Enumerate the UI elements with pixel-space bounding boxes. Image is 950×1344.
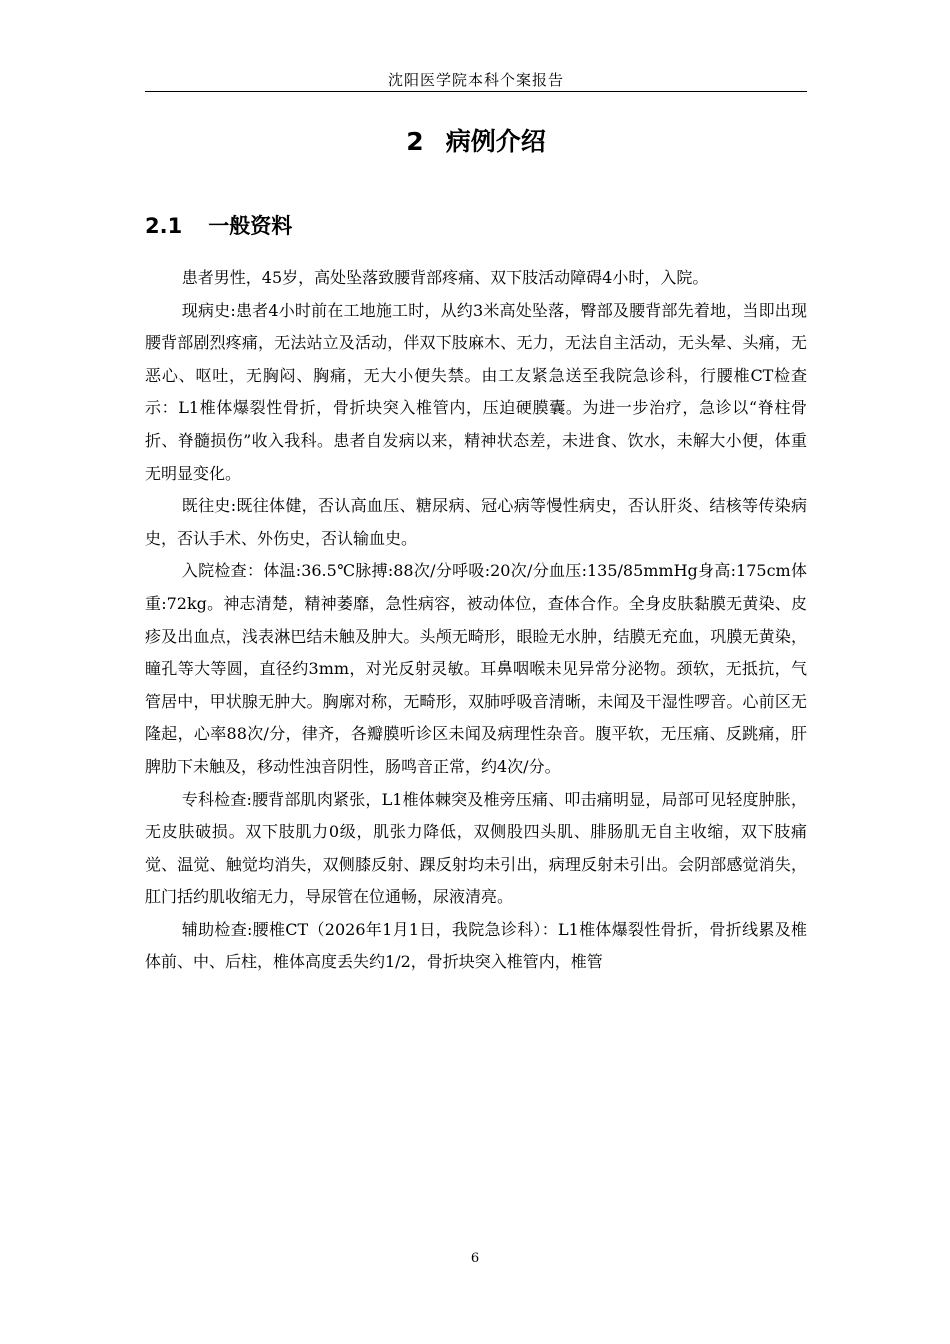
paragraph-specialist-exam: 专科检查:腰背部肌肉紧张，L1椎体棘突及椎旁压痛、叩击痛明显，局部可见轻度肿胀，无皮肤破损。双下肢肌力0级，肌张力降低，双侧股四头肌、腓肠肌无自主收缩，双下肢痛觉、温觉、触觉均消失，双侧膝反射、踝反射均未引出，病理反射未引出。会阴部感觉消失，肛门括约肌收缩无力，导尿管在位通畅，尿液清亮。	[145, 789, 807, 907]
chapter-title	[145, 124, 807, 160]
paragraph-admission-exam: 入院检查：体温:36.5℃脉搏:88次/分呼吸:20次/分血压:135/85mmHg身高:175cm体重:72kg。神志清楚，精神萎靡，急性病容，被动体位，查体合作。全身皮肤黏膜无黄染、皮疹及出血点，浅表淋巴结未触及肿大。头颅无畸形，眼睑无水肿，结膜无充血，巩膜无黄染，瞳孔等大等圆，直径约3mm，对光反射灵敏。耳鼻咽喉未见异常分泌物。颈软，无抵抗，气管居中，甲状腺无肿大。胸廓对称，无畸形，双肺呼吸音清晰，未闻及干湿性啰音。心前区无隆起，心率88次/分，律齐，各瓣膜听诊区未闻及病理性杂音。腹平软，无压痛、反跳痛，肝脾肋下未触及，移动性浊音阴性，肠鸣音正常，约4次/分。	[145, 561, 807, 776]
body-text	[145, 262, 807, 979]
section-title-text: 一般资料	[208, 214, 293, 238]
paragraph-past-history: 既往史:既往体健，否认高血压、糖尿病、冠心病等慢性病史，否认肝炎、结核等传染病史，否认手术、外伤史，否认输血史。	[145, 496, 807, 548]
chapter-title-text: 病例介绍	[445, 127, 546, 156]
chapter-number: 2	[406, 127, 424, 156]
running-header: 沈阳医学院本科个案报告	[387, 71, 564, 89]
paragraph-present-illness: 现病史:患者4小时前在工地施工时，从约3米高处坠落，臀部及腰背部先着地，当即出现腰背部剧烈疼痛，无法站立及活动，伴双下肢麻木、无力，无法自主活动，无头晕、头痛，无恶心、呕吐，无胸闷、胸痛，无大小便失禁。由工友紧急送至我院急诊科，行腰椎CT检查示：L1椎体爆裂性骨折，骨折块突入椎管内，压迫硬膜囊。为进一步治疗，急诊以“脊柱骨折、脊髓损伤”收入我科。患者自发病以来，精神状态差，未进食、饮水，未解大小便，体重无明显变化。	[145, 300, 807, 483]
page-number: 6	[470, 1251, 480, 1266]
section-number: 2.1	[145, 214, 183, 238]
paragraph-auxiliary-exam: 辅助检查:腰椎CT（2026年1月1日，我院急诊科）：L1椎体爆裂性骨折，骨折线累及椎体前、中、后柱，椎体高度丢失约1/2，骨折块突入椎管内，椎管	[145, 919, 807, 972]
section-title	[145, 210, 292, 242]
paragraph-intro: 患者男性，45岁，高处坠落致腰背部疼痛、双下肢活动障碍4小时，入院。	[181, 268, 709, 287]
header-divider	[145, 91, 807, 92]
